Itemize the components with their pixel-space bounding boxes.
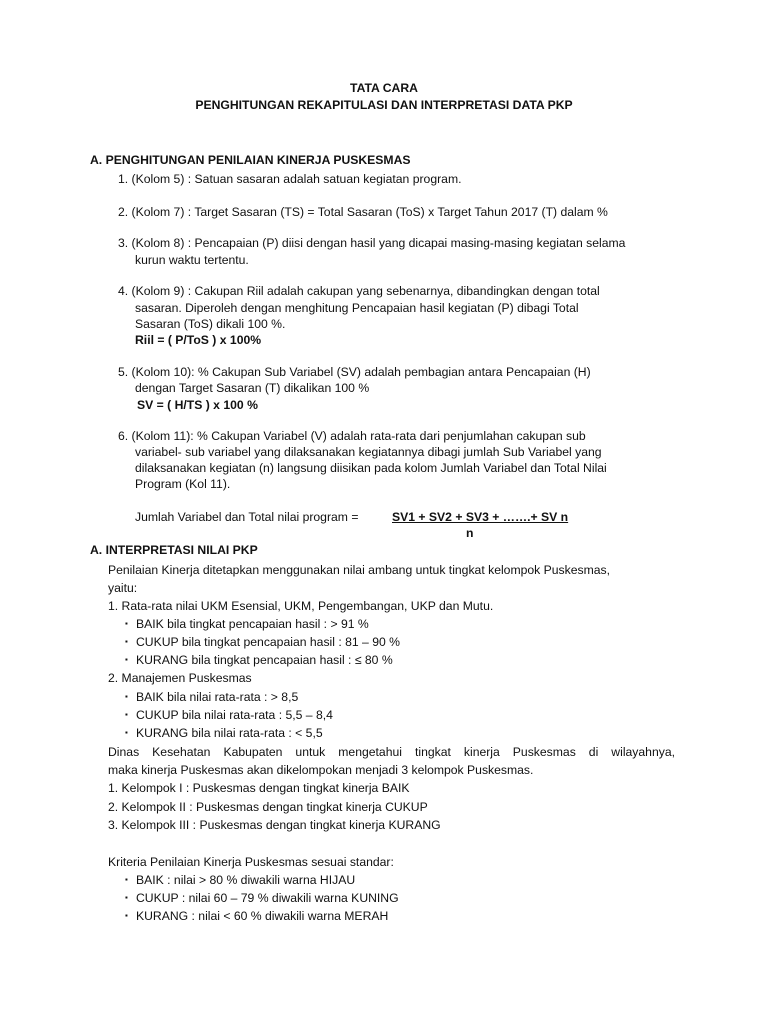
criteria-baik: BAIK : nilai > 80 % diwakili warna HIJAU xyxy=(136,873,356,887)
formula-numerator: SV1 + SV2 + SV3 + …….+ SV n xyxy=(392,510,569,524)
bullet-icon: ▪ xyxy=(125,710,128,719)
list-1-heading: 1. Rata-rata nilai UKM Esensial, UKM, Pengembangan, UKP dan Mutu. xyxy=(108,599,494,613)
paragraph-2-line-2: maka kinerja Puskesmas akan dikelompokan menjadi 3 kelompok Puskesmas. xyxy=(108,763,534,777)
item-6-line-3: dilaksanakan kegiatan (n) langsung diisikan pada kolom Jumlah Variabel dan Total Nilai xyxy=(135,461,607,475)
paragraph-1-line-2: yaitu: xyxy=(108,581,138,595)
list-1-bullet-3: KURANG bila tingkat pencapaian hasil : ≤ 80 % xyxy=(136,653,393,667)
item-6-line-4: Program (Kol 11). xyxy=(135,477,231,491)
item-2: 2. (Kolom 7) : Target Sasaran (TS) = Total Sasaran (ToS) x Target Tahun 2017 (T) dalam % xyxy=(118,205,608,219)
bullet-icon: ▪ xyxy=(125,875,128,884)
list-1-bullet-2: CUKUP bila tingkat pencapaian hasil : 81 – 90 % xyxy=(136,635,401,649)
group-3: 3. Kelompok III : Puskesmas dengan tingkat kinerja KURANG xyxy=(108,818,441,832)
item-3-line-2: kurun waktu tertentu. xyxy=(135,253,249,267)
list-2-bullet-2: CUKUP bila nilai rata-rata : 5,5 – 8,4 xyxy=(136,708,333,722)
list-2-heading: 2. Manajemen Puskesmas xyxy=(108,671,252,685)
document-subtitle: PENGHITUNGAN REKAPITULASI DAN INTERPRETASI DATA PKP xyxy=(195,98,573,112)
item-6-line-1: 6. (Kolom 11): % Cakupan Variabel (V) adalah rata-rata dari penjumlahan cakupan sub xyxy=(118,429,586,443)
list-2-bullet-3: KURANG bila nilai rata-rata : < 5,5 xyxy=(136,726,323,740)
group-2: 2. Kelompok II : Puskesmas dengan tingkat kinerja CUKUP xyxy=(108,800,428,814)
bullet-icon: ▪ xyxy=(125,893,128,902)
item-4-line-2: sasaran. Diperoleh dengan menghitung Pencapaian hasil kegiatan (P) dibagi Total xyxy=(135,301,579,315)
bullet-icon: ▪ xyxy=(125,619,128,628)
criteria-heading: Kriteria Penilaian Kinerja Puskesmas sesuai standar: xyxy=(108,855,394,869)
criteria-kurang: KURANG : nilai < 60 % diwakili warna MERAH xyxy=(136,909,389,923)
list-2-bullet-1: BAIK bila nilai rata-rata : > 8,5 xyxy=(136,690,299,704)
bullet-icon: ▪ xyxy=(125,655,128,664)
group-1: 1. Kelompok I : Puskesmas dengan tingkat kinerja BAIK xyxy=(108,781,410,795)
criteria-cukup: CUKUP : nilai 60 – 79 % diwakili warna KUNING xyxy=(136,891,399,905)
item-5-line-1: 5. (Kolom 10): % Cakupan Sub Variabel (SV) adalah pembagian antara Pencapaian (H) xyxy=(118,365,591,379)
item-3-line-1: 3. (Kolom 8) : Pencapaian (P) diisi dengan hasil yang dicapai masing-masing kegiatan selama xyxy=(118,236,626,250)
bullet-icon: ▪ xyxy=(125,728,128,737)
item-1: 1. (Kolom 5) : Satuan sasaran adalah satuan kegiatan program. xyxy=(118,172,462,186)
formula-label: Jumlah Variabel dan Total nilai program = xyxy=(135,510,359,524)
item-4-line-3: Sasaran (ToS) dikali 100 %. xyxy=(135,317,286,331)
bullet-icon: ▪ xyxy=(125,637,128,646)
item-4-formula: Riil = ( P/ToS ) x 100% xyxy=(135,333,262,347)
section-b-heading: A. INTERPRETASI NILAI PKP xyxy=(90,543,258,557)
bullet-icon: ▪ xyxy=(125,911,128,920)
item-4-line-1: 4. (Kolom 9) : Cakupan Riil adalah cakupan yang sebenarnya, dibandingkan dengan total xyxy=(118,284,600,298)
paragraph-2-line-1: Dinas Kesehatan Kabupaten untuk mengetahui tingkat kinerja Puskesmas di wilayahnya, xyxy=(108,745,675,759)
document-title: TATA CARA xyxy=(350,81,418,95)
paragraph-1-line-1: Penilaian Kinerja ditetapkan menggunakan nilai ambang untuk tingkat kelompok Puskesmas, xyxy=(108,563,611,577)
list-1-bullet-1: BAIK bila tingkat pencapaian hasil : > 91 % xyxy=(136,617,369,631)
item-5-line-2: dengan Target Sasaran (T) dikalikan 100 % xyxy=(135,381,370,395)
item-5-formula: SV = ( H/TS ) x 100 % xyxy=(137,398,258,412)
bullet-icon: ▪ xyxy=(125,692,128,701)
item-6-line-2: variabel- sub variabel yang dilaksanakan kegiatannya dibagi jumlah Sub Variabel yang xyxy=(135,445,602,459)
section-a-heading: A. PENGHITUNGAN PENILAIAN KINERJA PUSKESMAS xyxy=(90,153,411,167)
formula-denominator: n xyxy=(466,526,474,540)
